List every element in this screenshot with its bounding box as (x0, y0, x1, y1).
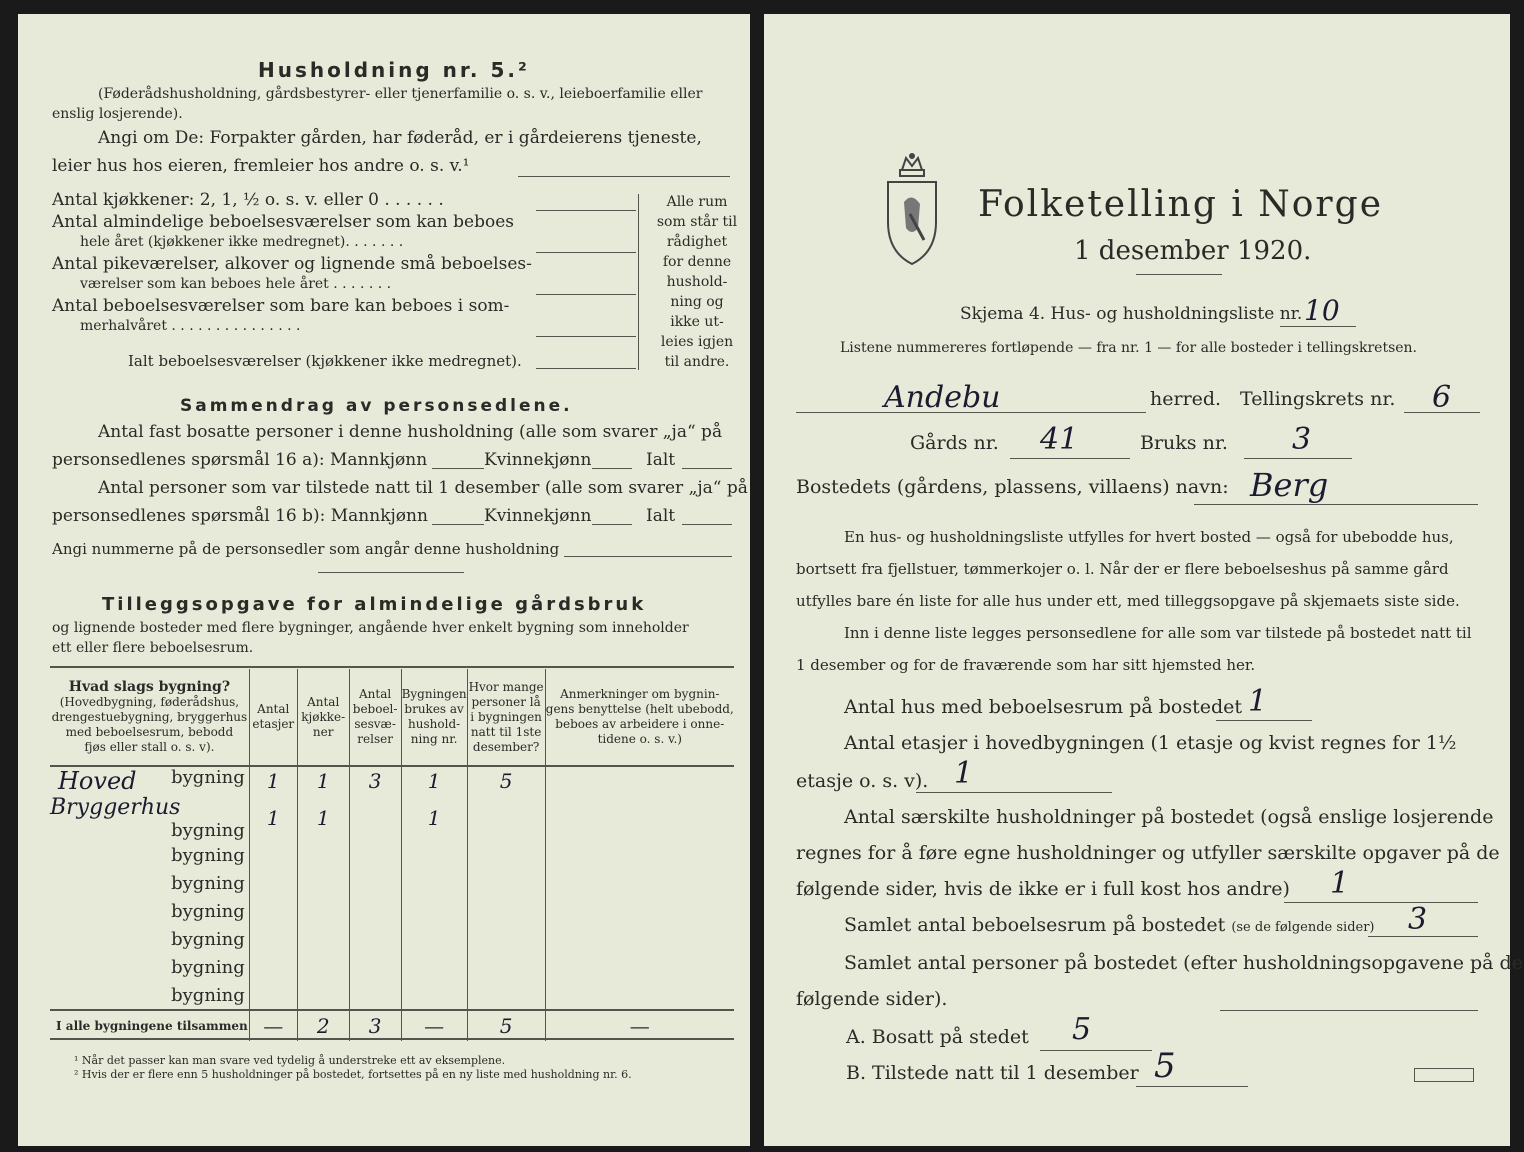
table-row: bygning (50, 981, 734, 1010)
bruks-label: Bruks nr. (1140, 432, 1228, 454)
antal-hus-value: 1 (1248, 684, 1268, 719)
main-title: Folketelling i Norge (978, 184, 1383, 225)
rooms-line-2: Antal almindelige beboelsesværelser som kan beboes (52, 212, 514, 232)
table-row: Bryggerhus bygning 1 1 1 (50, 795, 734, 841)
ialt-label-1: Ialt (646, 450, 676, 470)
antal-etasjer-value: 1 (954, 756, 974, 791)
supp-line-1: og lignende bosteder med flere bygninger, angående hver enkelt bygning som inneholder (52, 620, 689, 636)
col-header-anmerkninger: Anmerkninger om bygnin- gens benyttelse (helt ubebodd, beboes av arbeidere i onne- tidene o. s. v.) (545, 669, 734, 766)
tellingskrets-label: Tellingskrets nr. (1240, 388, 1396, 410)
col-header-hushold: Bygningen brukes av hushold- ning nr. (401, 669, 467, 766)
household-note: (Føderådshusholdning, gårdsbestyrer- eller tjenerfamilie o. s. v., leieboerfamilie eller (98, 86, 703, 102)
instr-line-1: En hus- og husholdningsliste utfylles for hvert bosted — også for ubebodde hus, (844, 528, 1454, 546)
angi-nummer: Angi nummerne på de personsedler som angår denne husholdning (52, 540, 560, 558)
household-note-2: enslig losjerende). (52, 106, 183, 122)
tilstede-value: 5 (1154, 1046, 1176, 1086)
household-title: Husholdning nr. 5.² (258, 58, 530, 82)
col-header-type: Hvad slags bygning? (Hovedbygning, føderådshus, drengestuebygning, bryggerhus med beboelsesrum, bebodd fjøs eller stall o. s. v). (50, 669, 249, 766)
cell-kjokken: 1 (297, 766, 349, 795)
cell-personer (467, 795, 545, 841)
antal-hus-label: Antal hus med beboelsesrum på bostedet (844, 696, 1243, 718)
rooms-line-1: Antal kjøkkener: 2, 1, ½ o. s. v. eller 0 . . . . . . (52, 190, 444, 210)
saerskilte-line-2: regnes for å føre egne husholdninger og utfyller særskilte opgaver på de (796, 842, 1500, 864)
right-page (764, 14, 1523, 1146)
instr-line-3: utfylles bare én liste for alle hus under ett, med tilleggsopgave på skjemaets siste side. (796, 592, 1460, 610)
supp-line-2: ett eller flere beboelsesrum. (52, 640, 254, 656)
cell-etasjer: 1 (249, 795, 297, 841)
tilstede-label: B. Tilstede natt til 1 desember (846, 1062, 1139, 1084)
col-header-etasjer: Antal etasjer (249, 669, 297, 766)
tellingskrets-nr: 6 (1432, 380, 1452, 415)
table-header-row (50, 669, 734, 766)
samlet-pers-line-2: følgende sider). (796, 988, 948, 1010)
table-row: Hoved bygning 1 1 3 1 5 (50, 766, 734, 795)
samlet-pers-line-1: Samlet antal personer på bostedet (efter husholdningsopgavene på de (844, 952, 1523, 974)
coat-of-arms-icon (884, 152, 940, 268)
kvinne-label-2: Kvinnekjønn (484, 506, 592, 526)
census-date: 1 desember 1920. (1074, 236, 1312, 266)
table-row: bygning (50, 897, 734, 925)
bostedets-label: Bostedets (gårdens, plassens, villaens) navn: (796, 476, 1229, 498)
building-table (50, 669, 734, 1041)
col-header-kjokken: Antal kjøkke- ner (297, 669, 349, 766)
cell-vaerelser (349, 795, 401, 841)
footnote-1: ¹ Når det passer kan man svare ved tydelig å understreke ett av eksemplene. (74, 1054, 506, 1067)
listene-note: Listene nummereres fortløpende — fra nr. 1 — for alle bosteder i tellingskretsen. (840, 340, 1418, 356)
building-name: Bryggerhus (50, 795, 181, 820)
cell-personer: 5 (467, 766, 545, 795)
bruks-nr: 3 (1292, 422, 1312, 457)
bosatt-label: A. Bosatt på stedet (846, 1026, 1029, 1048)
summary-line-4: personsedlenes spørsmål 16 b): Mannkjønn (52, 506, 428, 526)
skjema-nr: 10 (1304, 294, 1340, 327)
skjema-label: Skjema 4. Hus- og husholdningsliste nr. (960, 304, 1303, 324)
instr-line-4: Inn i denne liste legges personsedlene for alle som var tilstede på bostedet natt til (844, 624, 1472, 642)
rooms-line-3: hele året (kjøkkener ikke medregnet). . . . . . . (80, 234, 404, 250)
table-row: bygning (50, 953, 734, 981)
summary-line-1: Antal fast bosatte personer i denne husholdning (alle som svarer „ja“ på (98, 422, 723, 442)
building-name: Hoved (58, 767, 137, 795)
summary-line-3: Antal personer som var tilstede natt til 1 desember (alle som svarer „ja“ på (98, 478, 748, 498)
bosted-navn: Berg (1250, 466, 1329, 504)
supp-title: Tilleggsopgave for almindelige gårdsbruk (102, 594, 647, 615)
saerskilte-line-3: følgende sider, hvis de ikke er i full kost hos andre) (796, 878, 1290, 900)
col-header-personer: Hvor mange personer lå i bygningen natt til 1ste desember? (467, 669, 545, 766)
herred-value: Andebu (884, 380, 1001, 415)
cell-etasjer: 1 (249, 766, 297, 795)
footnote-2: ² Hvis der er flere enn 5 husholdninger på bostedet, fortsettes på en ny liste med husholdning nr. 6. (74, 1068, 632, 1081)
saerskilte-value: 1 (1330, 866, 1350, 901)
cell-kjokken: 1 (297, 795, 349, 841)
antal-etasjer-label: Antal etasjer i hovedbygningen (1 etasje og kvist regnes for 1½ (844, 732, 1457, 754)
table-row: bygning (50, 841, 734, 869)
total-label: I alle bygningene tilsammen (50, 1010, 249, 1041)
gards-label: Gårds nr. (910, 432, 999, 454)
cell-hushold: 1 (401, 766, 467, 795)
instr-line-5: 1 desember og for de fraværende som har sitt hjemsted her. (796, 656, 1256, 674)
rooms-total: Ialt beboelsesværelser (kjøkkener ikke medregnet). (128, 352, 522, 370)
samlet-rum-label: Samlet antal beboelsesrum på bostedet (se de følgende sider) (844, 914, 1375, 936)
angi-line-2: leier hus hos eieren, fremleier hos andre o. s. v.¹ (52, 156, 470, 176)
samlet-rum-value: 3 (1408, 902, 1428, 937)
table-total-row: I alle bygningene tilsammen — 2 3 — 5 — (50, 1010, 734, 1041)
rooms-line-6: Antal beboelsesværelser som bare kan beboes i som- (52, 296, 510, 316)
rooms-line-7: merhalvåret . . . . . . . . . . . . . . . (80, 318, 301, 334)
rooms-line-5: værelser som kan beboes hele året . . . . . . . (80, 276, 392, 292)
rooms-line-4: Antal pikeværelser, alkover og lignende små beboelses- (52, 254, 532, 274)
cell-vaerelser: 3 (349, 766, 401, 795)
cell-anm (545, 766, 734, 795)
ialt-label-2: Ialt (646, 506, 676, 526)
gards-nr: 41 (1040, 422, 1079, 457)
bosatt-value: 5 (1072, 1012, 1092, 1047)
summary-title: Sammendrag av personsedlene. (180, 396, 573, 416)
kvinne-label-1: Kvinnekjønn (484, 450, 592, 470)
saerskilte-line-1: Antal særskilte husholdninger på bostedet (også enslige losjerende (844, 806, 1494, 828)
summary-line-2: personsedlenes spørsmål 16 a): Mannkjønn (52, 450, 428, 470)
printer-stamp (1414, 1068, 1474, 1082)
herred-label: herred. (1150, 388, 1222, 410)
col-header-vaerelser: Antal beboel- sesvæ- relser (349, 669, 401, 766)
instr-line-2: bortsett fra fjellstuer, tømmerkojer o. l. Når der er flere beboelseshus på samme gård (796, 560, 1449, 578)
side-note: Alle rum som står til rådighet for denne hushold- ning og ikke ut- leies igjen til andre. (656, 194, 738, 370)
table-row: bygning (50, 925, 734, 953)
left-page (18, 14, 750, 1146)
cell-anm (545, 795, 734, 841)
angi-line-1: Angi om De: Forpakter gården, har føderåd, er i gårdeierens tjeneste, (98, 128, 702, 148)
cell-hushold: 1 (401, 795, 467, 841)
table-row: bygning (50, 869, 734, 897)
antal-etasjer-label-2: etasje o. s. v). (796, 770, 929, 792)
